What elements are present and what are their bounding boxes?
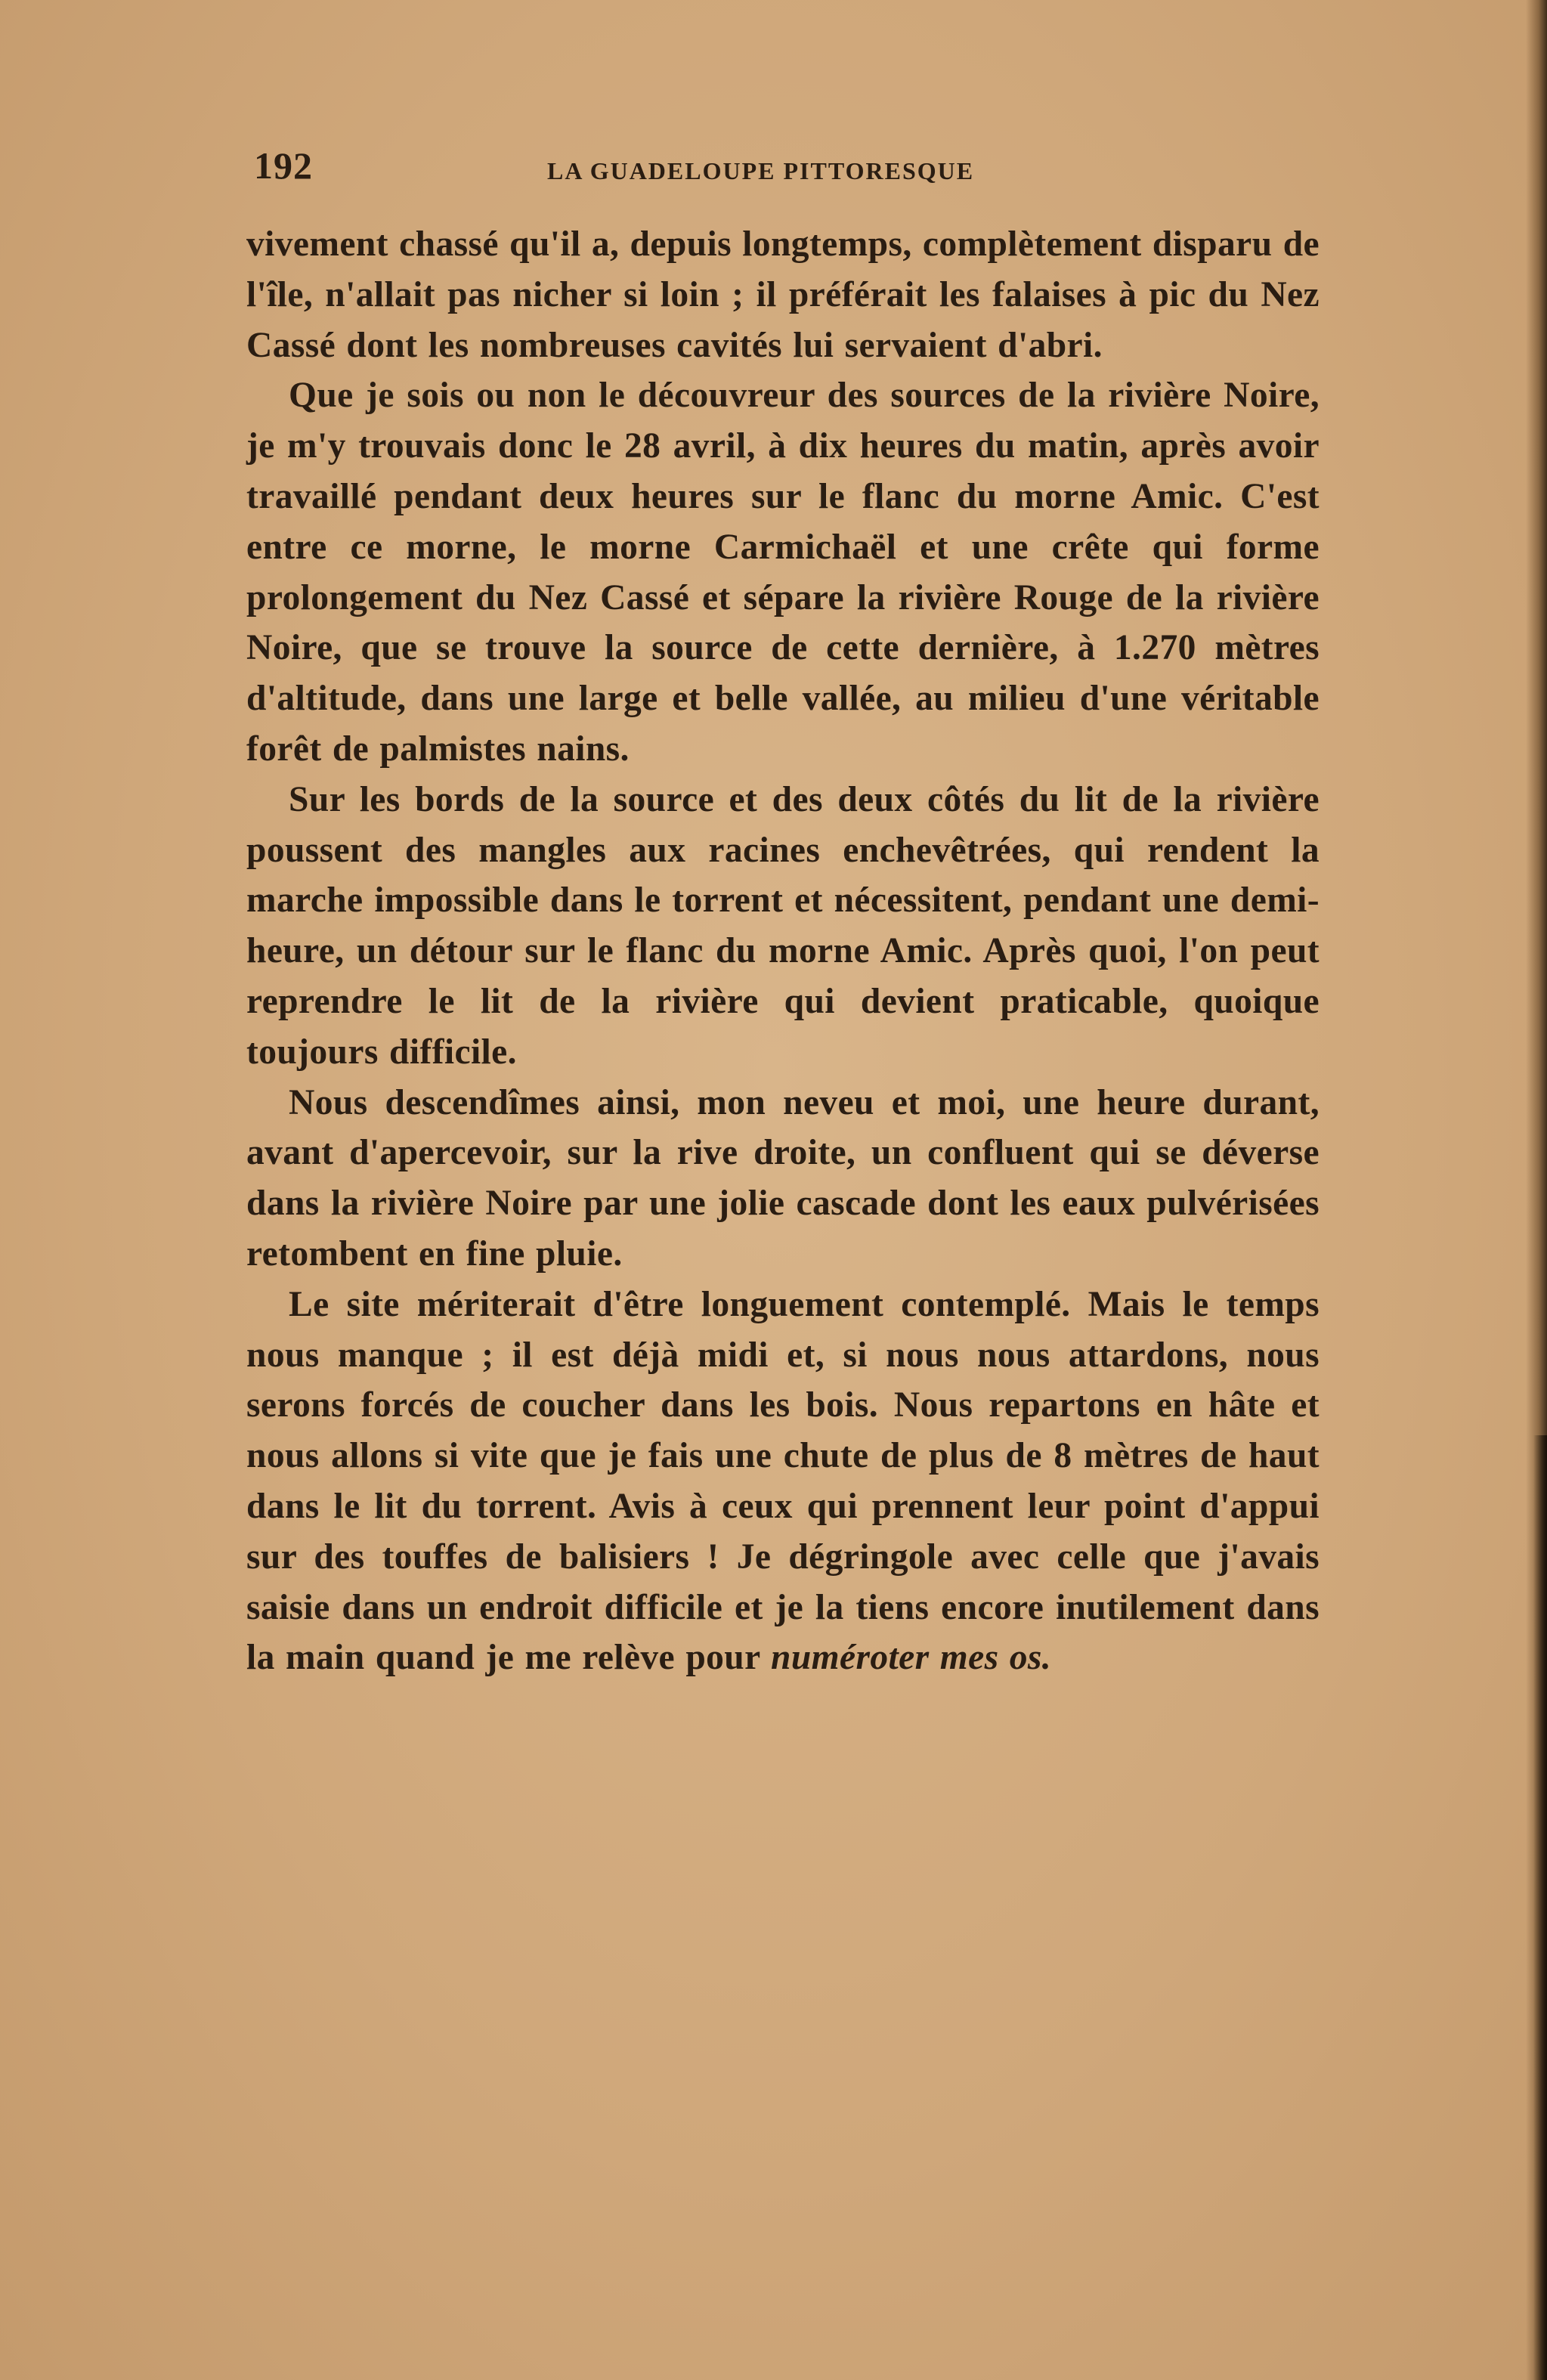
book-page (246, 144, 1320, 1683)
body-text (246, 219, 1320, 1683)
running-title: LA GUADELOUPE PITTORESQUE (547, 157, 975, 184)
paragraph-source-riviere-noire: Que je sois ou non le découvreur des sources de la rivière Noire, je m'y trouvais donc le 28 avril, à dix heures du matin, après avoir travaillé pendant deux heures sur le flanc du morne Amic. C'est entre ce morne, le morne Carmichaël et une crête qui forme prolongement du Nez Cassé et sépare la rivière Rouge de la rivière Noire, que se trouve la source de cette dernière, à 1.270 mètres d'altitude, dans une large et belle vallée, au milieu d'une véritable forêt de palmistes nains. (246, 376, 1320, 769)
paragraph-chute (246, 1280, 1320, 1683)
page-number: 192 (254, 144, 313, 187)
paragraph-cascade: Nous descendîmes ainsi, mon neveu et moi, une heure durant, avant d'apercevoir, sur la rive droite, un confluent qui se déverse dans la rivière Noire par une jolie cascade dont les eaux pulvérisées retombent en fine pluie. (246, 1082, 1320, 1274)
page-edge-dark (1533, 1435, 1547, 2380)
paragraph-chute-text: Le site mériterait d'être longuement contemplé. Mais le temps nous manque ; il est déjà midi et, si nous nous attardons, nous serons forcés de coucher dans les bois. Nous repartons en hâte et nous allons si vite que je fais une chute de plus de 8 mètres de haut dans le lit du torrent. Avis à ceux qui prennent leur point d'appui sur des touffes de balisiers ! Je dégringole avec celle que j'avais saisie dans un endroit difficile et je la tiens encore inutilement dans la main quand je me relève pour (246, 1284, 1320, 1678)
paragraph-mangles: Sur les bords de la source et des deux côtés du lit de la rivière poussent des mangles aux racines enchevêtrées, qui rendent la marche impossible dans le torrent et nécessitent, pendant une demi-heure, un détour sur le flanc du morne Amic. Après quoi, l'on peut reprendre le lit de la rivière qui devient praticable, quoique toujours difficile. (246, 779, 1320, 1072)
paragraph-continuation: vivement chassé qu'il a, depuis longtemps, complètement disparu de l'île, n'allait pas nicher si loin ; il préférait les falaises à pic du Nez Cassé dont les nombreuses cavités lui servaient d'abri. (246, 224, 1320, 365)
page-header (246, 144, 1320, 189)
italic-phrase: numéroter mes os. (771, 1638, 1052, 1678)
